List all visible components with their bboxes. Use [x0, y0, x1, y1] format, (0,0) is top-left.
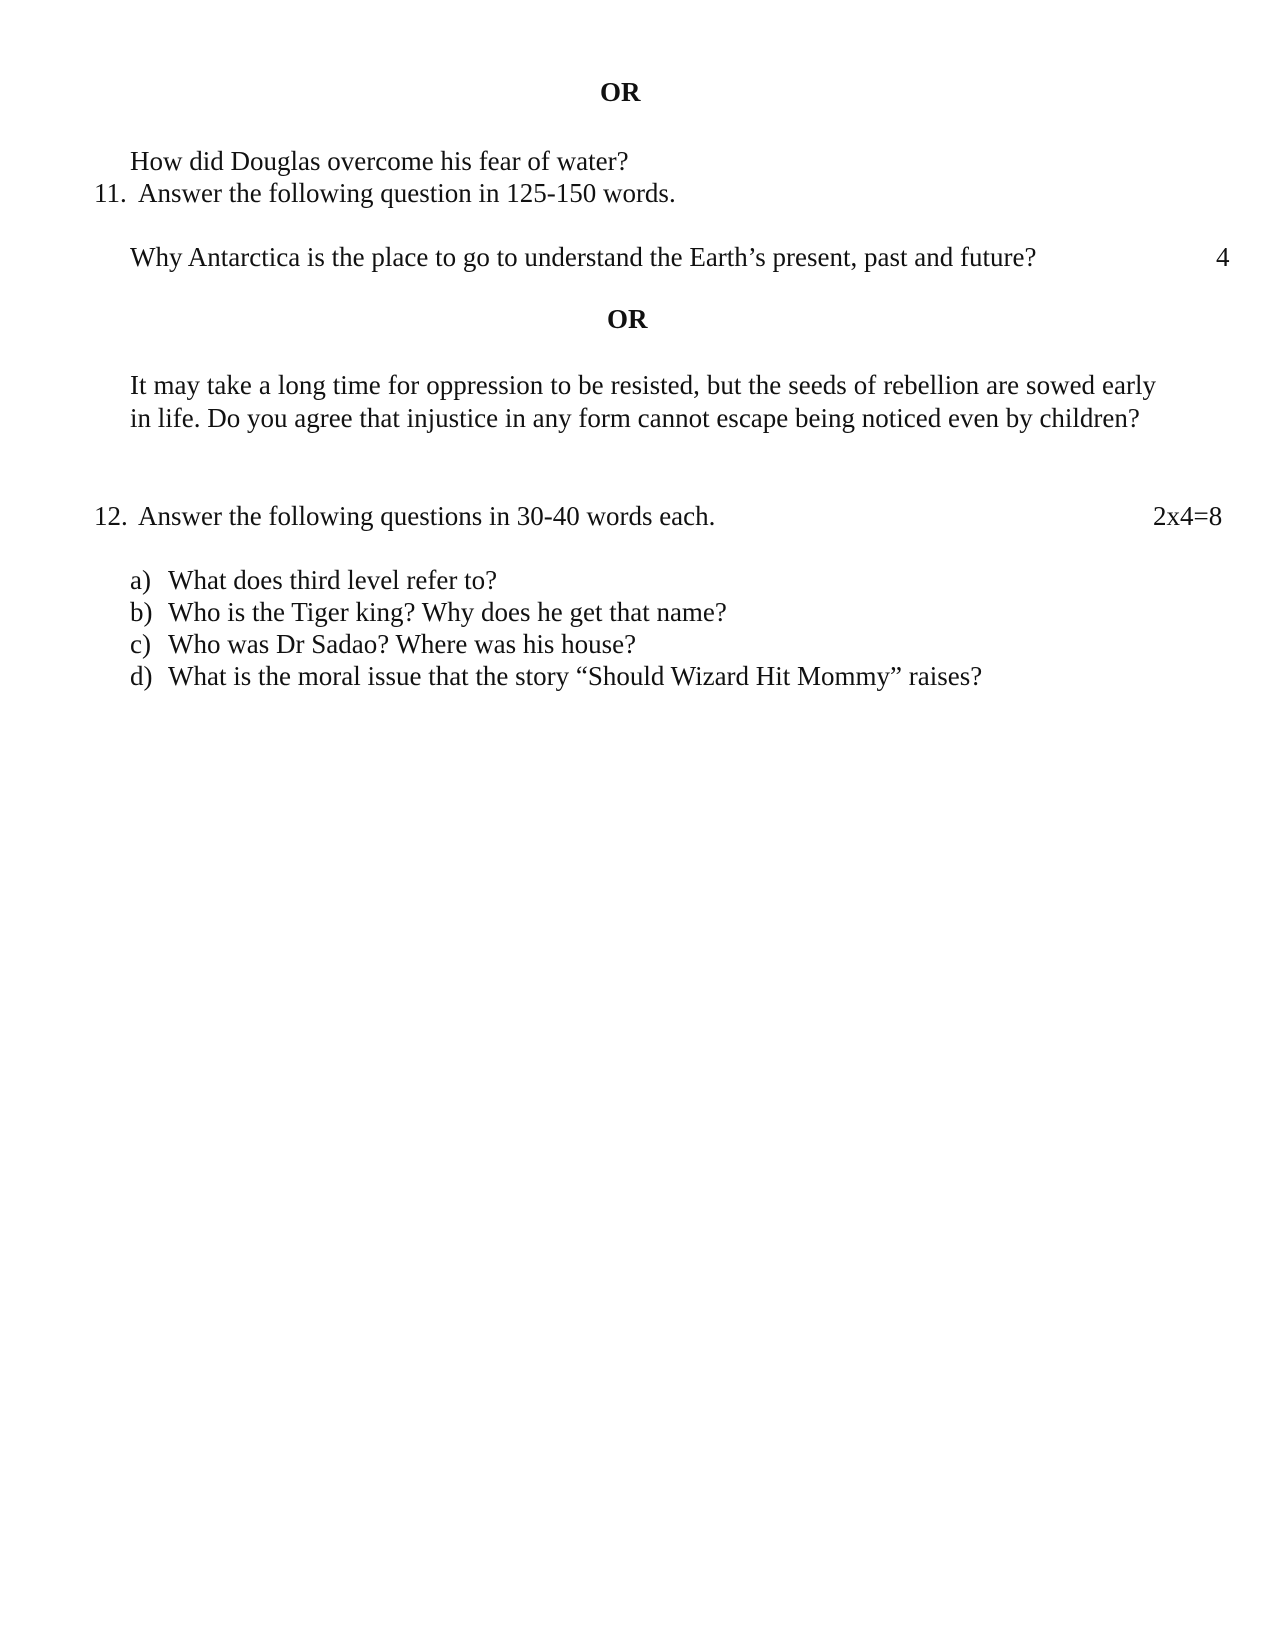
q10-alternative-question: How did Douglas overcome his fear of water?: [130, 146, 629, 176]
q12-item-b: [130, 599, 727, 626]
q12-item-text: Who is the Tiger king? Why does he get that name?: [168, 597, 727, 627]
or-heading-1: OR: [600, 77, 641, 107]
q12-item-marker: d): [130, 661, 153, 691]
q12-item-d: [130, 663, 982, 690]
q12-item-text: What is the moral issue that the story “Should Wizard Hit Mommy” raises?: [168, 661, 983, 691]
q12-marks: 2x4=8: [1153, 501, 1223, 531]
q12-item-text: Who was Dr Sadao? Where was his house?: [168, 629, 637, 659]
or-heading-2: OR: [607, 304, 648, 334]
q11-number: 11.: [94, 178, 127, 208]
q11-marks: 4: [1216, 242, 1230, 272]
q12-item-marker: c): [130, 629, 151, 659]
q11-instruction: Answer the following question in 125-150 words.: [138, 178, 676, 208]
q11-question: Why Antarctica is the place to go to understand the Earth’s present, past and future?: [130, 242, 1037, 272]
q12-item-c: [130, 631, 636, 658]
q12-item-a: [130, 567, 497, 594]
q12-item-text: What does third level refer to?: [168, 565, 498, 595]
q11-alternative-question: It may take a long time for oppression to be resisted, but the seeds of rebellion are sowed early in life. Do you agree that injustice in any form cannot escape being noticed even by children?: [130, 370, 1156, 433]
q12-item-marker: a): [130, 565, 151, 595]
q12-item-marker: b): [130, 597, 153, 627]
q12-instruction: Answer the following questions in 30-40 words each.: [138, 501, 716, 531]
q12-number: 12.: [94, 501, 128, 531]
